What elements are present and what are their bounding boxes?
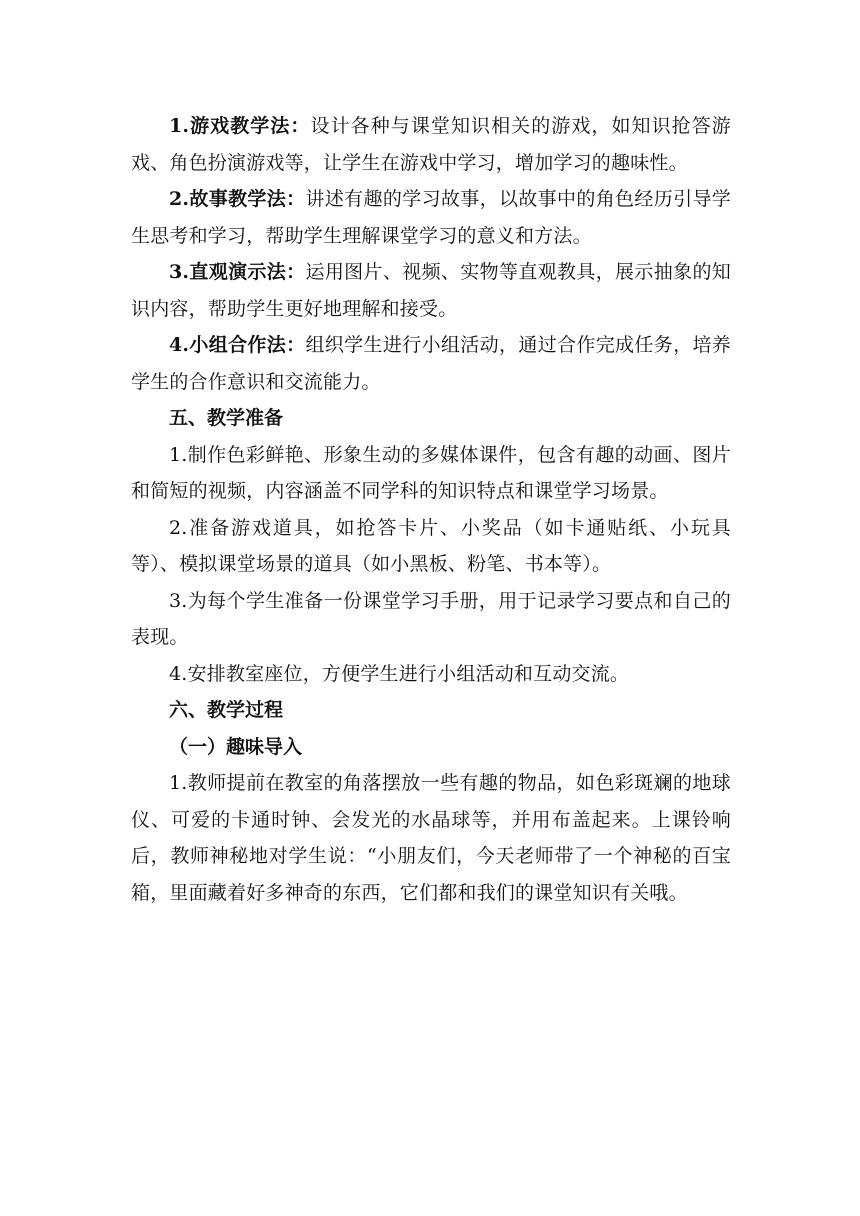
preparation-item-1: 1.制作色彩鲜艳、形象生动的多媒体课件，包含有趣的动画、图片和简短的视频，内容涵盖不同学科的知识特点和课堂学习场景。	[131, 443, 731, 502]
method-title-4: 4.小组合作法：	[169, 334, 306, 356]
method-paragraph-1	[131, 108, 731, 181]
method-title-2: 2.故事教学法：	[169, 188, 306, 210]
preparation-item-3: 3.为每个学生准备一份课堂学习手册，用于记录学习要点和自己的表现。	[131, 589, 731, 648]
process-item-1: 1.教师提前在教室的角落摆放一些有趣的物品，如色彩斑斓的地球仪、可爱的卡通时钟、会发光的水晶球等，并用布盖起来。上课铃响后，教师神秘地对学生说：“小朋友们，今天老师带了一个神秘的百宝箱，里面藏着好多神奇的东西，它们都和我们的课堂知识有关哦。	[131, 772, 731, 904]
method-title-1: 1.游戏教学法：	[169, 115, 311, 137]
document-page	[131, 108, 731, 911]
method-paragraph-2	[131, 181, 731, 254]
method-body-1: 设计各种与课堂知识相关的游戏，如知识抢答游戏、角色扮演游戏等，让学生在游戏中学习，增加学习的趣味性。	[131, 115, 732, 174]
method-body-2: 讲述有趣的学习故事，以故事中的角色经历引导学生思考和学习，帮助学生理解课堂学习的意义和方法。	[131, 188, 732, 247]
method-paragraph-4	[131, 327, 731, 400]
subheading-intro: （一）趣味导入	[169, 735, 303, 758]
method-title-3: 3.直观演示法：	[169, 261, 306, 283]
section-heading-preparation: 五、教学准备	[169, 407, 284, 429]
method-paragraph-3	[131, 254, 731, 327]
preparation-item-2: 2.准备游戏道具，如抢答卡片、小奖品（如卡通贴纸、小玩具等）、模拟课堂场景的道具（如小黑板、粉笔、书本等）。	[131, 516, 731, 575]
section-heading-process: 六、教学过程	[169, 699, 284, 721]
method-body-3: 运用图片、视频、实物等直观教具，展示抽象的知识内容，帮助学生更好地理解和接受。	[131, 261, 732, 320]
preparation-item-4: 4.安排教室座位，方便学生进行小组活动和互动交流。	[169, 662, 630, 685]
method-body-4: 组织学生进行小组活动，通过合作完成任务，培养学生的合作意识和交流能力。	[131, 334, 732, 393]
